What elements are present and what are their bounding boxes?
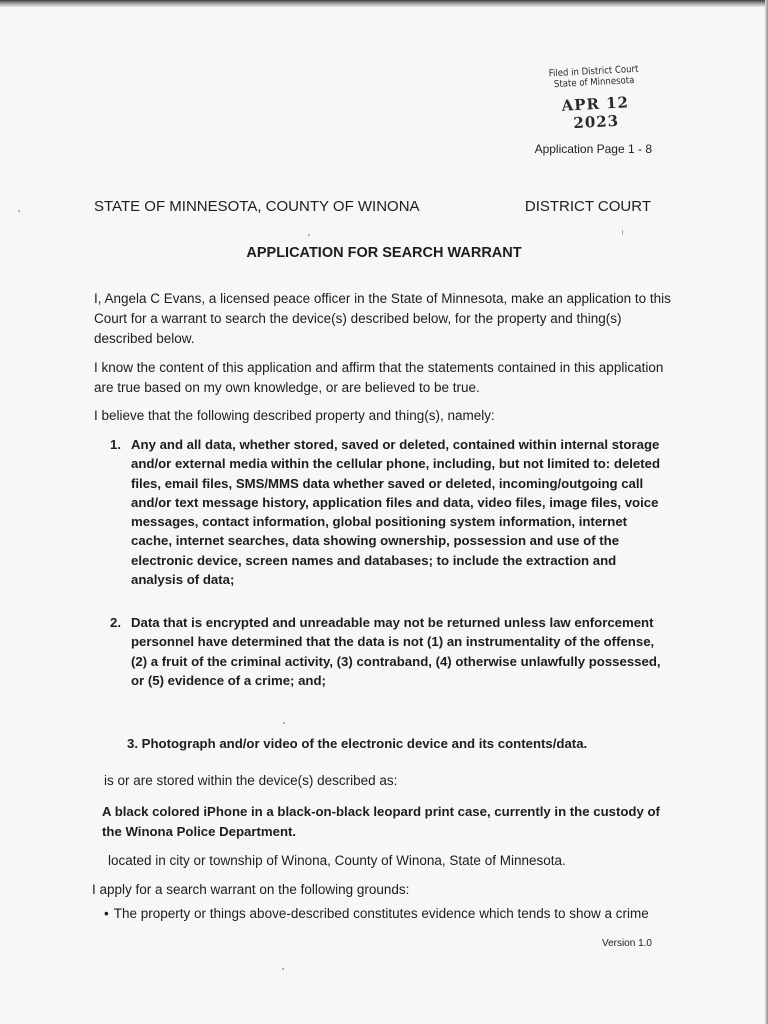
believe-paragraph: I believe that the following described property and thing(s), namely:: [94, 408, 495, 423]
list-item-number: 2.: [110, 615, 121, 630]
scan-speck: [622, 230, 623, 235]
list-item-2: [110, 613, 670, 690]
location-paragraph: located in city or township of Winona, County of Winona, State of Minnesota.: [108, 853, 566, 868]
list-item-text: Any and all data, whether stored, saved or deleted, contained within internal storage and/or external media within the cellular phone, including, but not limited to: deleted files, email files, SMS/MMS data whether saved or deleted, incoming/outgoing call and/or text message history, application files and data, video files, image files, voice messages, contact information, global positioning system information, internet cache, internet searches, data showing ownership, possession and use of the electronic device, screen names and databases; to include the extraction and analysis of data;: [131, 437, 661, 588]
application-page-number: Application Page 1 - 8: [534, 142, 652, 156]
scan-speck: [308, 234, 310, 236]
document-title: APPLICATION FOR SEARCH WARRANT: [246, 245, 522, 261]
stamp-line-2: State of Minnesota: [553, 74, 635, 91]
scan-speck: [283, 722, 285, 724]
stored-paragraph: is or are stored within the device(s) described as:: [104, 773, 398, 788]
scan-speck: [282, 968, 284, 970]
list-item-text: Data that is encrypted and unreadable may not be returned unless law enforcement personnel have determined that the data is not (1) an instrumentality of the offense, (2) a fruit of the criminal activity, (3) contraband, (4) otherwise unlawfully possessed, or (5) evidence of a crime; and;: [131, 615, 661, 688]
stamp-date: APR 12 2023: [561, 93, 630, 133]
list-item-text: Photograph and/or video of the electronic device and its contents/data.: [141, 736, 588, 751]
device-description: A black colored iPhone in a black-on-black leopard print case, currently in the custody of the Winona Police Department.: [102, 804, 660, 839]
caption-court: DISTRICT COURT: [524, 198, 651, 215]
list-item-1: [110, 435, 670, 589]
affirm-paragraph: I know the content of this application and affirm that the statements contained in this application are true based on my own knowledge, or are believed to be true.: [94, 360, 664, 395]
grounds-bullet: [104, 906, 649, 921]
intro-paragraph: I, Angela C Evans, a licensed peace officer in the State of Minnesota, make an application to this Court for a warrant to search the device(s) described below, for the property and thing(s) described below.: [94, 291, 671, 346]
bullet-text: The property or things above-described constitutes evidence which tends to show a crime: [113, 906, 649, 921]
grounds-intro: I apply for a search warrant on the following grounds:: [92, 882, 410, 897]
scan-edge-top: [0, 0, 768, 7]
caption-state-county: STATE OF MINNESOTA, COUNTY OF WINONA: [94, 198, 420, 215]
bullet-icon: •: [104, 906, 109, 921]
list-item-number: 1.: [110, 437, 121, 452]
list-item-number: 3.: [127, 736, 138, 751]
filed-stamp: [538, 63, 651, 134]
scan-speck: [18, 210, 20, 212]
stamp-line-1: Filed in District Court: [548, 63, 639, 80]
version-label: Version 1.0: [601, 938, 652, 949]
list-item-3: [127, 736, 587, 751]
